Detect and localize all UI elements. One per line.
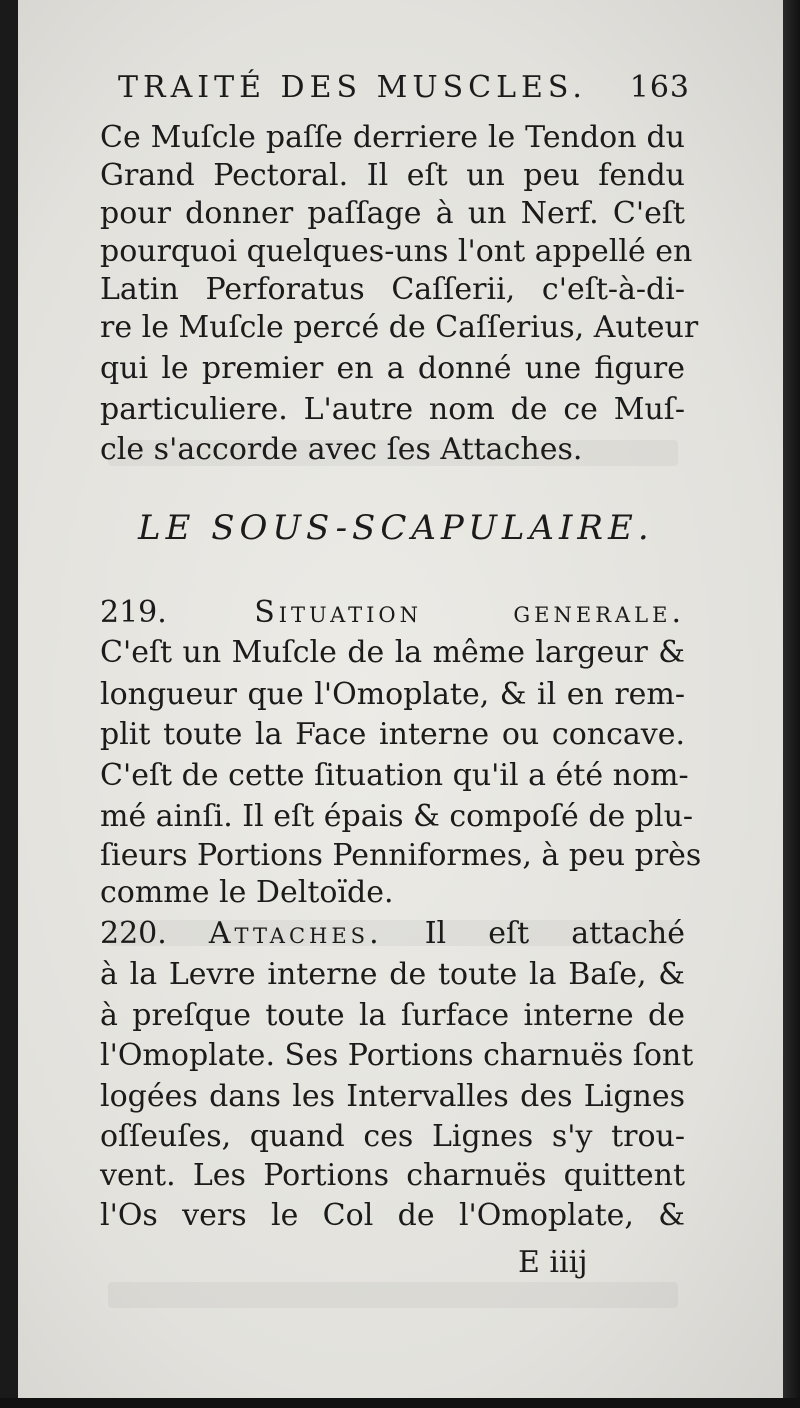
article-heading: Situation generale. [254, 595, 685, 630]
article-number: 220. [100, 916, 167, 951]
text-line: cle s'accorde avec ſes Attaches. [100, 432, 583, 467]
text-line: C'eſt de cette ſituation qu'il a été nom- [100, 758, 689, 793]
page-header [118, 70, 698, 114]
text-line: qui le premier en a donné une figure [100, 351, 685, 386]
text-line: ſieurs Portions Penniformes, à peu près [100, 838, 702, 873]
text-line: Grand Pectoral. Il eſt un peu fendu [100, 158, 685, 193]
text-line: comme le Deltoïde. [100, 875, 394, 910]
text-line: particuliere. L'autre nom de ce Muſ- [100, 392, 685, 427]
text-line: vent. Les Portions charnuës quittent [100, 1158, 685, 1193]
text-line: longueur que l'Omoplate, & il en rem- [100, 677, 685, 712]
article-heading: Attaches. [208, 916, 383, 951]
text-line: pourquoi quelques-uns l'ont appellé en [100, 234, 693, 269]
text-line: Latin Perforatus Caſſerii, c'eſt-à-di- [100, 272, 685, 307]
page-edge-shadow [783, 0, 800, 1408]
article-heading-219 [100, 593, 685, 633]
text-line: à preſque toute la ſurface interne de [100, 998, 685, 1033]
signature-mark: E iiij [518, 1245, 588, 1280]
text-line: C'eſt un Muſcle de la même largeur & [100, 635, 685, 670]
section-title: LE SOUS-SCAPULAIRE. [138, 508, 654, 548]
text-line: pour donner paſſage à un Nerf. C'eſt [100, 196, 685, 231]
text-line: Ce Muſcle paſſe derriere le Tendon du [100, 120, 685, 155]
show-through-shadow [108, 1282, 678, 1308]
text-line: mé ainſi. Il eſt épais & compoſé de plu- [100, 799, 694, 834]
text-line: logées dans les Intervalles des Lignes [100, 1079, 685, 1114]
page-number: 163 [629, 70, 690, 105]
text-line: plit toute la Face interne ou concave. [100, 717, 685, 752]
article-heading-220 [100, 914, 685, 954]
text-line: l'Os vers le Col de l'Omoplate, & [100, 1198, 685, 1233]
text-run: Il eſt attaché [424, 916, 685, 951]
text-line: à la Levre interne de toute la Baſe, & [100, 957, 685, 992]
running-head: TRAITÉ DES MUSCLES. [118, 70, 587, 105]
text-line: oſſeuſes, quand ces Lignes s'y trou- [100, 1119, 685, 1154]
text-line: l'Omoplate. Ses Portions charnuës ſont [100, 1038, 694, 1073]
article-number: 219. [100, 595, 167, 630]
page-edge-shadow [0, 1398, 800, 1408]
text-line: re le Muſcle percé de Caſſerius, Auteur [100, 310, 699, 345]
book-page [18, 0, 783, 1398]
